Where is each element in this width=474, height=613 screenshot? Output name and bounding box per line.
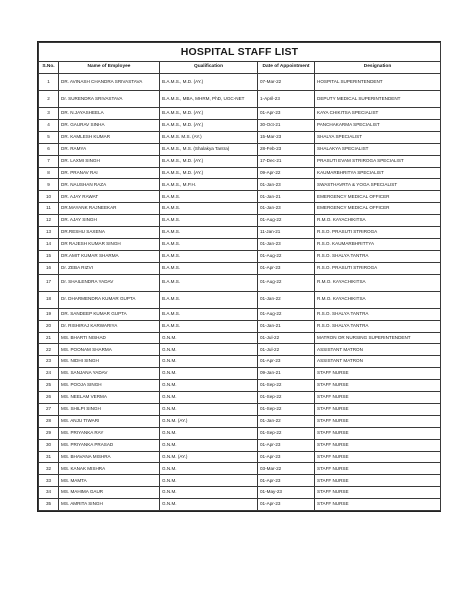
table-row [39,475,441,487]
cell-designation: EMERGENCY MEDICAL OFFICER [315,191,441,203]
cell-qualification: B.A.M.S. [160,320,258,332]
cell-designation: STAFF NURSE [315,463,441,475]
table-row [39,131,441,143]
table-row [39,332,441,344]
cell-name: MS. NIDHI SINGH [59,356,160,368]
cell-name: Dr. ZEBA RIZVI [59,262,160,274]
cell-sno: 17 [39,274,59,291]
cell-qualification: G.N.M. [160,332,258,344]
cell-qualification: B.A.M.S. [160,308,258,320]
column-header-row [39,62,441,74]
cell-date: 01-May-23 [258,487,315,499]
table-row [39,108,441,120]
cell-name: MS. BHARTI NISHAD [59,332,160,344]
cell-qualification: G.N.M. [160,499,258,511]
cell-designation: KAYA CHIKITSA SPECIALIST [315,108,441,120]
cell-sno: 26 [39,392,59,404]
table-row [39,356,441,368]
table-row [39,91,441,108]
cell-name: Dr. SURENDRA SRIVASTAVA [59,91,160,108]
cell-date: 15-Mar-23 [258,131,315,143]
cell-name: DR. NAUSHAN RAZA [59,179,160,191]
cell-name: DR RAJESH KUMAR SINGH [59,238,160,250]
cell-qualification: G.N.M. [160,344,258,356]
cell-qualification: G.N.M. [160,487,258,499]
cell-designation: STAFF NURSE [315,380,441,392]
cell-designation: R.S.O. PRASUTI STRIROGA [315,227,441,239]
cell-designation: STAFF NURSE [315,451,441,463]
column-header-qualification: Qualification [160,62,258,74]
cell-designation: DEPUTY MEDICAL SUPERINTENDENT [315,91,441,108]
cell-qualification: B.A.M.S. [160,215,258,227]
cell-date: 01-Jul-22 [258,344,315,356]
table-row [39,463,441,475]
table-row [39,451,441,463]
table-row [39,143,441,155]
cell-sno: 13 [39,227,59,239]
cell-sno: 14 [39,238,59,250]
cell-designation: STAFF NURSE [315,475,441,487]
cell-designation: STAFF NURSE [315,487,441,499]
cell-sno: 16 [39,262,59,274]
cell-sno: 2 [39,91,59,108]
cell-name: DR. SANDEEP KUMAR GUPTA [59,308,160,320]
cell-designation: R.S.O. SHALYA TANTRA [315,250,441,262]
cell-designation: STAFF NURSE [315,368,441,380]
table-row [39,368,441,380]
cell-sno: 35 [39,499,59,511]
cell-name: DR. AJAY SINGH [59,215,160,227]
cell-date: 01-Jan-23 [258,238,315,250]
cell-sno: 31 [39,451,59,463]
cell-name: Dr. SHAILENDRA YADAV [59,274,160,291]
cell-sno: 25 [39,380,59,392]
cell-date: 01-Jul-22 [258,332,315,344]
cell-name: DR. PRANAV RAI [59,167,160,179]
cell-date: 01-Apr-23 [258,108,315,120]
cell-name: DR. N.JAYASHEELA [59,108,160,120]
cell-name: MS. SANJANA YADAV [59,368,160,380]
cell-sno: 24 [39,368,59,380]
cell-sno: 11 [39,203,59,215]
cell-date: 01-Jan-23 [258,179,315,191]
cell-designation: STAFF NURSE [315,403,441,415]
table-row [39,250,441,262]
cell-date: 01-Sep-22 [258,380,315,392]
staff-table [38,42,441,511]
cell-qualification: B.A.M.S., M.D. (AY.) [160,119,258,131]
cell-designation: SHALAKYA SPECIALIST [315,143,441,155]
column-header-sno: S.No. [39,62,59,74]
cell-designation: R.S.O. SHALYA TANTRA [315,320,441,332]
table-row [39,427,441,439]
cell-sno: 27 [39,403,59,415]
cell-date: 30-Oct-21 [258,119,315,131]
cell-date: 01-Apr-23 [258,451,315,463]
cell-designation: ASSISTANT MATRON [315,344,441,356]
cell-sno: 4 [39,119,59,131]
cell-designation: SHALYA SPECIALIST [315,131,441,143]
cell-name: MS. MAMTA [59,475,160,487]
cell-name: MS. NEELAM VERMA [59,392,160,404]
cell-name: DR.MAYANK RAJNEEKAR [59,203,160,215]
cell-name: DR.RESHU SAXENA [59,227,160,239]
cell-qualification: B.A.M.S. [160,262,258,274]
table-row [39,203,441,215]
cell-name: DR. LAXMI SINGH [59,155,160,167]
cell-date: 01-Aug-22 [258,308,315,320]
cell-name: MS. PRIYANKA RAY [59,427,160,439]
cell-qualification: G.N.M. [160,392,258,404]
cell-sno: 12 [39,215,59,227]
cell-sno: 7 [39,155,59,167]
staff-list-sheet [37,41,441,512]
table-row [39,308,441,320]
table-row [39,344,441,356]
table-row [39,179,441,191]
cell-date: 09-Jan-21 [258,368,315,380]
cell-designation: STAFF NURSE [315,415,441,427]
cell-name: Dr. DHARMENDRA KUMAR GUPTA [59,291,160,308]
cell-sno: 10 [39,191,59,203]
cell-sno: 23 [39,356,59,368]
cell-designation: ASSISTANT MATRON [315,356,441,368]
cell-name: MS. AMRITA SINGH [59,499,160,511]
cell-sno: 21 [39,332,59,344]
table-row [39,499,441,511]
cell-name: MS. MAHIMA GAUR [59,487,160,499]
cell-sno: 33 [39,475,59,487]
cell-sno: 32 [39,463,59,475]
cell-date: 01-Apr-23 [258,439,315,451]
cell-date: 09-Apr-22 [258,167,315,179]
table-row [39,403,441,415]
cell-sno: 1 [39,74,59,91]
cell-qualification: B.A.M.S. [160,203,258,215]
cell-sno: 20 [39,320,59,332]
cell-name: Dr. RISHIRAJ KARWARIYA [59,320,160,332]
cell-sno: 19 [39,308,59,320]
table-row [39,74,441,91]
cell-qualification: B.A.M.S. M.S. (AY.) [160,131,258,143]
cell-designation: R.M.O. KAYACHIKITSA [315,291,441,308]
table-row [39,320,441,332]
cell-sno: 5 [39,131,59,143]
cell-date: 17-Dec-21 [258,155,315,167]
table-row [39,191,441,203]
cell-name: DR. KAMLESH KUMAR [59,131,160,143]
cell-sno: 18 [39,291,59,308]
cell-sno: 30 [39,439,59,451]
column-header-name: Name of Employee [59,62,160,74]
cell-qualification: B.A.M.S. [160,274,258,291]
table-row [39,380,441,392]
cell-name: DR. RAMYA [59,143,160,155]
cell-name: MS. POONAM SHARMA [59,344,160,356]
cell-date: 01-Aug-22 [258,250,315,262]
cell-designation: STAFF NURSE [315,439,441,451]
table-row [39,487,441,499]
cell-qualification: B.A.M.S. [160,250,258,262]
cell-designation: EMERGENCY MEDICAL OFFICER [315,203,441,215]
cell-qualification: G.N.M. (AY.) [160,451,258,463]
cell-designation: R.S.O. SHALYA TANTRA [315,308,441,320]
cell-name: DR. GAURAV SINHA [59,119,160,131]
cell-sno: 22 [39,344,59,356]
cell-date: 01-Jan-21 [258,191,315,203]
cell-qualification: B.A.M.S. [160,291,258,308]
column-header-date: Date of Appointment [258,62,315,74]
cell-sno: 28 [39,415,59,427]
cell-date: 01-Sep-22 [258,392,315,404]
cell-designation: HOSPITAL SUPERINTENDENT [315,74,441,91]
cell-qualification: B.A.M.S., M.D. (AY.) [160,74,258,91]
table-row [39,415,441,427]
table-row [39,155,441,167]
cell-date: 03-Mar-22 [258,463,315,475]
cell-date: 01-Apr-23 [258,475,315,487]
column-header-designation: Designation [315,62,441,74]
cell-qualification: B.A.M.S., MBA, MHRM, PhD, UGC-NET [160,91,258,108]
cell-designation: R.S.O. KAUMARBHRITTYA [315,238,441,250]
table-row [39,238,441,250]
cell-sno: 9 [39,179,59,191]
cell-sno: 15 [39,250,59,262]
cell-qualification: G.N.M. [160,475,258,487]
cell-date: 01-Aug-22 [258,215,315,227]
cell-qualification: G.N.M. [160,380,258,392]
cell-name: DR. AJAY RAWAT [59,191,160,203]
page-title: HOSPITAL STAFF LIST [39,43,441,62]
cell-name: DR. AVINASH CHANDRA SRIVASTAVA [59,74,160,91]
cell-name: DR.AMIT KUMAR SHARMA [59,250,160,262]
cell-date: 01-Jan-22 [258,291,315,308]
cell-name: MS. SHILPI SINGH [59,403,160,415]
cell-name: MS. BHAVANA MISHRA [59,451,160,463]
table-row [39,262,441,274]
cell-designation: SWASTHAVRTA & YOGA SPECIALIST [315,179,441,191]
cell-qualification: G.N.M. [160,368,258,380]
table-row [39,439,441,451]
cell-designation: STAFF NURSE [315,427,441,439]
cell-designation: R.M.O. KAYACHIKITSA [315,274,441,291]
cell-qualification: B.A.M.S., M.S. (Shalakya Tantra) [160,143,258,155]
table-row [39,227,441,239]
cell-date: 11-Jan-21 [258,227,315,239]
table-row [39,274,441,291]
cell-date: 07-Mar-22 [258,74,315,91]
cell-qualification: B.A.M.S. [160,191,258,203]
cell-date: 01-Apr-23 [258,356,315,368]
cell-designation: R.S.O. PRASUTI STRIROGA [315,262,441,274]
cell-date: 28-Feb-23 [258,143,315,155]
table-body [39,74,441,511]
cell-qualification: G.N.M. (AY.) [160,415,258,427]
cell-qualification: B.A.M.S., M.D. (AY.) [160,108,258,120]
cell-designation: MATRON OR NURSING SUPERINTENDENT [315,332,441,344]
cell-qualification: G.N.M. [160,427,258,439]
cell-name: MS. KANAK MISHRA [59,463,160,475]
cell-sno: 6 [39,143,59,155]
cell-name: MS. PRIYANKA PRASAD [59,439,160,451]
cell-date: 01-Jan-23 [258,203,315,215]
cell-qualification: G.N.M. [160,439,258,451]
cell-date: 01-Apr-23 [258,499,315,511]
cell-date: 1-April-23 [258,91,315,108]
table-row [39,392,441,404]
cell-designation: R.M.O. KAYACHIKITSA [315,215,441,227]
table-row [39,167,441,179]
cell-designation: STAFF NURSE [315,499,441,511]
cell-name: MS. POOJA SINGH [59,380,160,392]
cell-name: MS. ANJU TIWARI [59,415,160,427]
cell-date: 01-Jan-22 [258,415,315,427]
cell-qualification: B.A.M.S., M.D. (AY.) [160,155,258,167]
cell-qualification: G.N.M. [160,403,258,415]
cell-qualification: B.A.M.S. [160,238,258,250]
table-row [39,291,441,308]
cell-qualification: B.A.M.S. [160,227,258,239]
cell-date: 01-Apr-23 [258,262,315,274]
cell-sno: 29 [39,427,59,439]
cell-date: 01-Aug-22 [258,274,315,291]
cell-sno: 8 [39,167,59,179]
table-row [39,215,441,227]
cell-designation: PANCHAKARMA SPECIALIST [315,119,441,131]
cell-date: 01-Jan-21 [258,320,315,332]
cell-sno: 3 [39,108,59,120]
cell-qualification: G.N.M. [160,463,258,475]
cell-qualification: B.A.M.S., M.D. (AY.) [160,167,258,179]
cell-sno: 34 [39,487,59,499]
cell-qualification: B.A.M.S., M.P.H. [160,179,258,191]
cell-qualification: G.N.M. [160,356,258,368]
table-row [39,119,441,131]
cell-designation: STAFF NURSE [315,392,441,404]
cell-designation: KAUMARBHRITYA SPECIALIST [315,167,441,179]
cell-date: 01-Sep-22 [258,427,315,439]
cell-designation: PRASUTI EVAM STRIROGA SPECIALIST [315,155,441,167]
cell-date: 01-Sep-22 [258,403,315,415]
